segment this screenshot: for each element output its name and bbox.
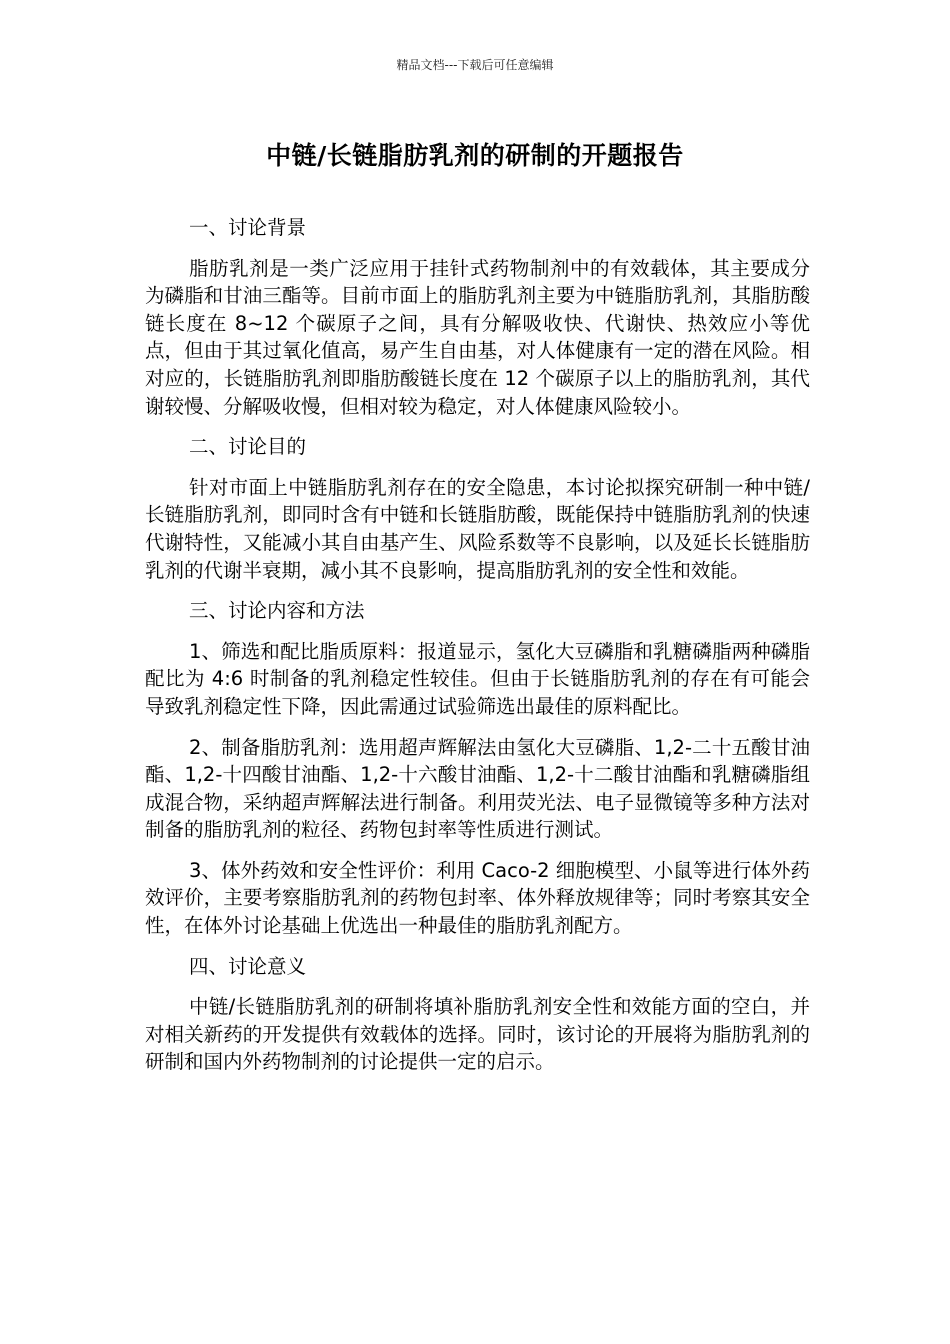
- paragraph: 1、筛选和配比脂质原料：报道显示，氢化大豆磷脂和乳糖磷脂两种磷脂配比为 4:6 时制备的乳剂稳定性较佳。但由于长链脂肪乳剂的存在有可能会导致乳剂稳定性下降，因此需通过试验筛选出最佳的原料配比。: [145, 639, 810, 718]
- document-title: 中链/长链脂肪乳剂的研制的开题报告: [266, 141, 684, 170]
- section-heading: 一、讨论背景: [189, 216, 307, 239]
- section-background: [145, 214, 810, 420]
- document-body: [145, 214, 810, 1089]
- section-methods: [145, 597, 810, 940]
- section-purpose: [145, 433, 810, 584]
- paragraph: 针对市面上中链脂肪乳剂存在的安全隐患，本讨论拟探究研制一种中链/长链脂肪乳剂，即同时含有中链和长链脂肪酸，既能保持中链脂肪乳剂的快速代谢特性，又能减小其自由基产生、风险系数等不良影响，以及延长长链脂肪乳剂的代谢半衰期，减小其不良影响，提高脂肪乳剂的安全性和效能。: [145, 475, 810, 582]
- paragraph: 2、制备脂肪乳剂：选用超声辉解法由氢化大豆磷脂、1,2-二十五酸甘油酯、1,2-十四酸甘油酯、1,2-十六酸甘油酯、1,2-十二酸甘油酯和乳糖磷脂组成混合物，采纳超声辉解法进行制备。利用荧光法、电子显微镜等多种方法对制备的脂肪乳剂的粒径、药物包封率等性质进行测试。: [145, 735, 810, 842]
- paragraph: 中链/长链脂肪乳剂的研制将填补脂肪乳剂安全性和效能方面的空白，并对相关新药的开发提供有效载体的选择。同时，该讨论的开展将为脂肪乳剂的研制和国内外药物制剂的讨论提供一定的启示。: [145, 995, 810, 1074]
- section-heading: 四、讨论意义: [189, 954, 307, 978]
- paragraph: 3、体外药效和安全性评价：利用 Caco-2 细胞模型、小鼠等进行体外药效评价，主要考察脂肪乳剂的药物包封率、体外释放规律等；同时考察其安全性，在体外讨论基础上优选出一种最佳的脂肪乳剂配方。: [145, 858, 810, 938]
- section-heading: 三、讨论内容和方法: [189, 599, 365, 623]
- paragraph: 脂肪乳剂是一类广泛应用于挂针式药物制剂中的有效载体，其主要成分为磷脂和甘油三酯等。目前市面上的脂肪乳剂主要为中链脂肪乳剂，其脂肪酸链长度在 8~12 个碳原子之间，具有分解吸收快、代谢快、热效应小等优点，但由于其过氧化值高，易产生自由基，对人体健康有一定的潜在风险。相对应的，长链脂肪乳剂即脂肪酸链长度在 12 个碳原子以上的脂肪乳剂，其代谢较慢、分解吸收慢，但相对较为稳定，对人体健康风险较小。: [145, 256, 810, 418]
- section-heading: 二、讨论目的: [189, 435, 307, 459]
- header-note: 精品文档---下载后可任意编辑: [396, 58, 554, 72]
- section-significance: [145, 953, 810, 1076]
